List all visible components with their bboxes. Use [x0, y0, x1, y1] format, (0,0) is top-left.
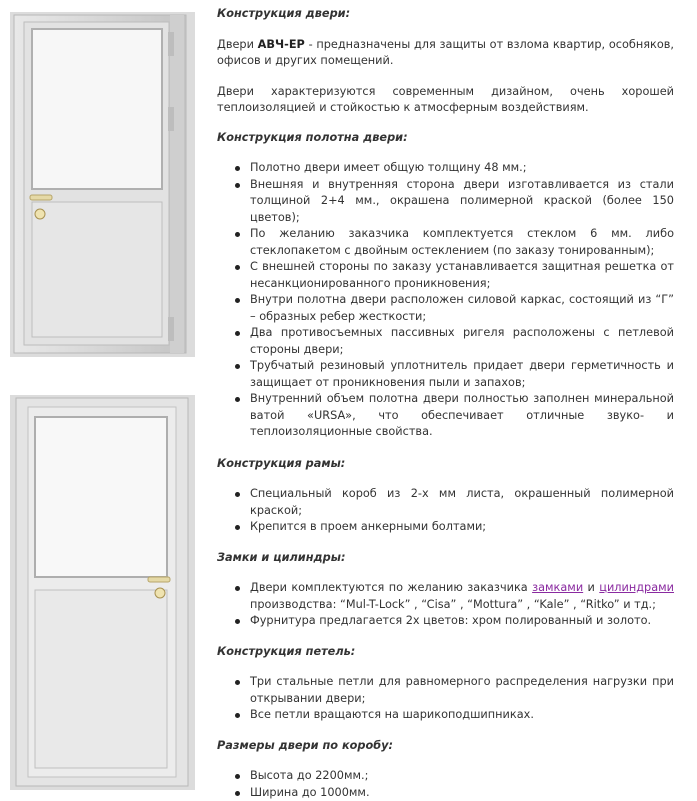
leaf-list — [217, 160, 674, 441]
hinges-list — [217, 674, 674, 724]
door-image-inner — [10, 395, 195, 790]
section-title-design: Конструкция двери: — [217, 6, 674, 23]
list-item: Крепится в проем анкерными болтами; — [217, 519, 674, 536]
list-item: По желанию заказчика комплектуется стеклом 6 мм. либо стеклопакетом с двойным остеклением (по заказу тонированным); — [217, 226, 674, 259]
section-title-hinges: Конструкция петель: — [217, 644, 674, 661]
intro-paragraph: Двери АВЧ-ЕР - предназначены для защиты от взлома квартир, особняков, офисов и других помещений. — [217, 37, 674, 70]
list-item: Трубчатый резиновый уплотнитель придает двери герметичность и защищает от проникновения пыли и запахов; — [217, 358, 674, 391]
list-item: Все петли вращаются на шарикоподшипниках. — [217, 707, 674, 724]
size-list — [217, 768, 674, 801]
door-image-outer — [10, 12, 195, 357]
list-item: Двери комплектуются по желанию заказчика замками и цилиндрами производства: “Mul-T-Lock” , “Cisa” , “Mottura” , “Kale” , “Ritko” и тд.; — [217, 580, 674, 613]
model-name: АВЧ-ЕР — [258, 38, 305, 51]
description-text — [217, 6, 674, 801]
section-title-size: Размеры двери по коробу: — [217, 738, 674, 755]
list-item: Высота до 2200мм.; — [217, 768, 674, 785]
list-item: Три стальные петли для равномерного распределения нагрузки при открывании двери; — [217, 674, 674, 707]
section-title-leaf: Конструкция полотна двери: — [217, 130, 674, 147]
frame-list — [217, 486, 674, 536]
locks-list — [217, 580, 674, 630]
list-item: Внешняя и внутренняя сторона двери изготавливается из стали толщиной 2+4 мм., окрашена полимерной краской (более 150 цветов); — [217, 177, 674, 227]
list-item: Внутри полотна двери расположен силовой каркас, состоящий из “Г” – образных ребер жесткости; — [217, 292, 674, 325]
features-paragraph: Двери характеризуются современным дизайном, очень хорошей теплоизоляцией и стойкостью к атмосферным воздействиям. — [217, 84, 674, 117]
list-item: Полотно двери имеет общую толщину 48 мм.; — [217, 160, 674, 177]
list-item: Два противосъемных пассивных ригеля расположены с петлевой стороны двери; — [217, 325, 674, 358]
list-item: Специальный короб из 2-х мм листа, окрашенный полимерной краской; — [217, 486, 674, 519]
list-item: С внешней стороны по заказу устанавливается защитная решетка от несанкционированного проникновения; — [217, 259, 674, 292]
cylinders-link[interactable]: цилиндрами — [599, 581, 674, 594]
list-item: Фурнитура предлагается 2х цветов: хром полированный и золото. — [217, 613, 674, 630]
list-item: Ширина до 1000мм. — [217, 785, 674, 801]
locks-link[interactable]: замками — [532, 581, 583, 594]
section-title-frame: Конструкция рамы: — [217, 456, 674, 473]
section-title-locks: Замки и цилиндры: — [217, 550, 674, 567]
list-item: Внутренний объем полотна двери полностью заполнен минеральной ватой «URSA», что обеспечивает отличные звуко- и теплоизоляционные свойства. — [217, 391, 674, 441]
